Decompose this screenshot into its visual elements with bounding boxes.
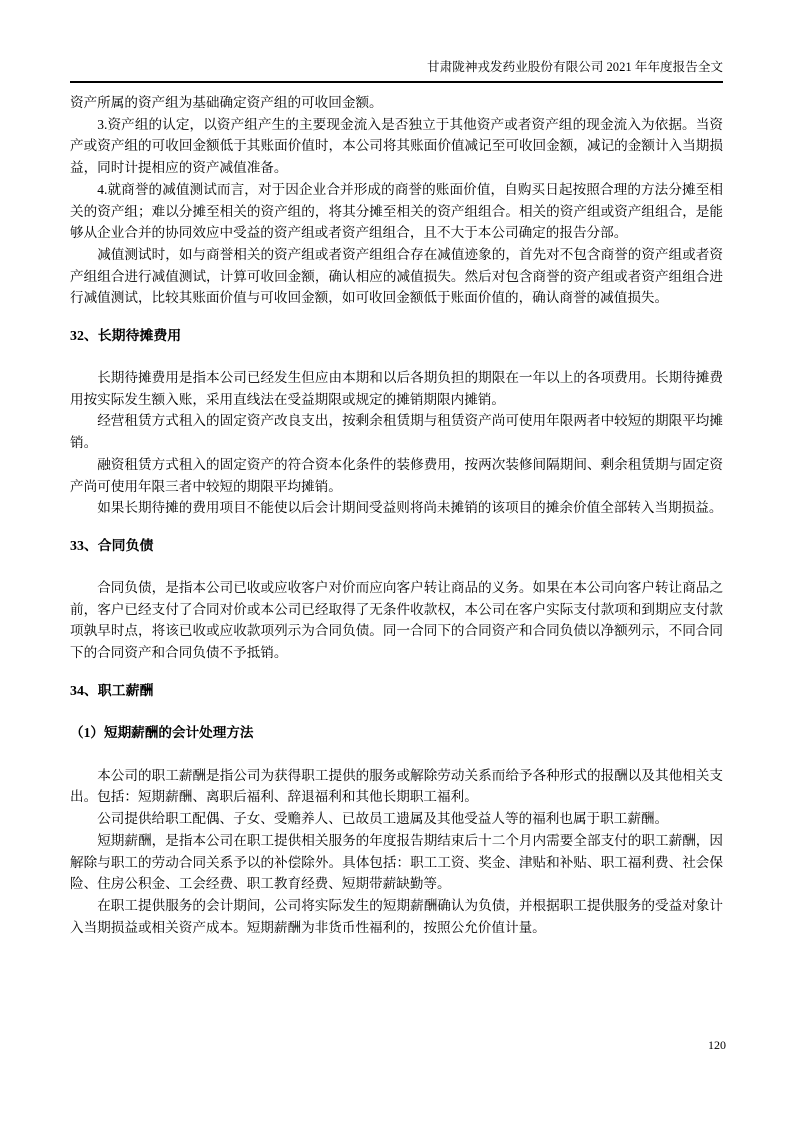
section-heading-32: 32、长期待摊费用: [70, 329, 182, 345]
paragraph: 经营租赁方式租入的固定资产改良支出，按剩余租赁期与租赁资产尚可使用年限两者中较短的期限平均摊销。: [70, 413, 723, 451]
paragraph: 合同负债，是指本公司已收或应收客户对价而应向客户转让商品的义务。如果在本公司向客户转让商品之前，客户已经支付了合同对价或本公司已经取得了无条件收款权，本公司在客户实际支付款项和到期应支付款项孰早时点，将该已收或应收款项列示为合同负债。同一合同下的合同资产和合同负债以净额列示，不同合同下的合同资产和合同负债不予抵销。: [70, 579, 723, 661]
paragraph: 短期薪酬，是指本公司在职工提供相关服务的年度报告期结束后十二个月内需要全部支付的职工薪酬，因解除与职工的劳动合同关系予以的补偿除外。具体包括：职工工资、奖金、津贴和补贴、职工福利费、社会保险、住房公积金、工会经费、职工教育经费、短期带薪缺勤等。: [70, 832, 723, 892]
page-number: 120: [708, 1038, 726, 1052]
section-heading-34: 34、职工薪酬: [70, 683, 154, 699]
paragraph: 3.资产组的认定，以资产组产生的主要现金流入是否独立于其他资产或者资产组的现金流入为依据。当资产或资产组的可收回金额低于其账面价值时，本公司将其账面价值减记至可收回金额，减记的金额计入当期损益，同时计提相应的资产减值准备。: [70, 116, 723, 176]
paragraph: 在职工提供服务的会计期间，公司将实际发生的短期薪酬确认为负债，并根据职工提供服务的受益对象计入当期损益或相关资产成本。短期薪酬为非货币性福利的，按照公允价值计量。: [70, 897, 723, 935]
paragraph: 如果长期待摊的费用项目不能使以后会计期间受益则将尚未摊销的该项目的摊余价值全部转入当期损益。: [97, 500, 723, 516]
paragraph: 资产所属的资产组为基础确定资产组的可收回金额。: [70, 95, 383, 110]
paragraph: 公司提供给职工配偶、子女、受赡养人、已故员工遗属及其他受益人等的福利也属于职工薪酬。: [97, 811, 669, 827]
document-body: [70, 83, 723, 938]
page-header-title: 甘肃陇神戎发药业股份有限公司 2021 年年度报告全文: [427, 60, 723, 74]
paragraph: 减值测试时，如与商誉相关的资产组或者资产组组合存在减值迹象的，首先对不包含商誉的资产组或者资产组组合进行减值测试，计算可收回金额，确认相应的减值损失。然后对包含商誉的资产组或者资产组组合进行减值测试，比较其账面价值与可收回金额，如可收回金额低于账面价值的，确认商誉的减值损失。: [70, 246, 723, 306]
paragraph: 4.就商誉的减值测试而言，对于因企业合并形成的商誉的账面价值，自购买日起按照合理的方法分摊至相关的资产组；难以分摊至相关的资产组的，将其分摊至相关的资产组组合。相关的资产组或资产组组合，是能够从企业合并的协同效应中受益的资产组或者资产组组合，且不大于本公司确定的报告分部。: [70, 181, 723, 241]
paragraph: 融资租赁方式租入的固定资产的符合资本化条件的装修费用，按两次装修间隔期间、剩余租赁期与固定资产尚可使用年限三者中较短的期限平均摊销。: [70, 456, 723, 494]
section-heading-33: 33、合同负债: [70, 538, 154, 554]
page-header: [70, 0, 723, 76]
paragraph: 本公司的职工薪酬是指公司为获得职工提供的服务或解除劳动关系而给予各种形式的报酬以及其他相关支出。包括：短期薪酬、离职后福利、辞退福利和其他长期职工福利。: [70, 767, 723, 805]
sub-heading-short-term-compensation: （1）短期薪酬的会计处理方法: [70, 724, 254, 740]
paragraph: 长期待摊费用是指本公司已经发生但应由本期和以后各期负担的期限在一年以上的各项费用。长期待摊费用按实际发生额入账，采用直线法在受益期限或规定的摊销期限内摊销。: [70, 370, 723, 407]
